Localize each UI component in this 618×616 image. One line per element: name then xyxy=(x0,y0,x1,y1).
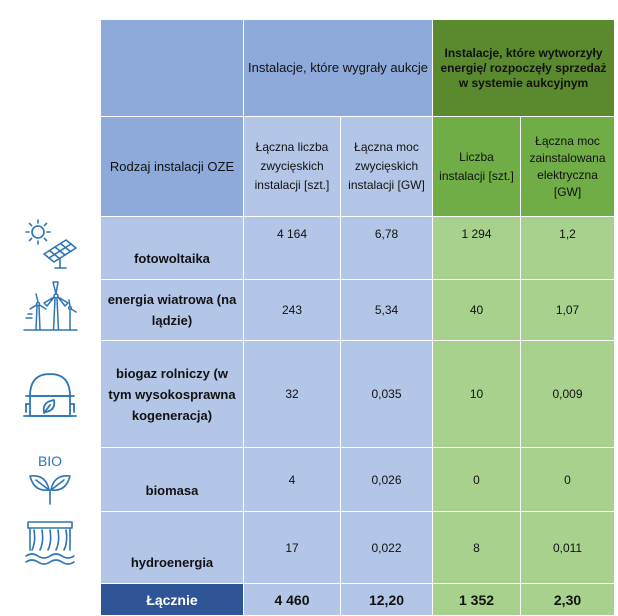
row-type-name: fotowoltaika xyxy=(101,217,244,280)
header-row-columns xyxy=(101,117,615,217)
header-type-column: Rodzaj instalacji OZE xyxy=(101,117,244,217)
header-producing-power: Łączna moc zainstalowana elektryczna [GW] xyxy=(521,117,615,217)
header-winners-power: Łączna moc zwycięskich instalacji [GW] xyxy=(341,117,433,217)
row-producing-count: 8 xyxy=(433,512,521,584)
row-winners-power: 5,34 xyxy=(341,280,433,341)
table-row xyxy=(101,448,615,512)
total-row xyxy=(101,584,615,616)
row-winners-count: 17 xyxy=(244,512,341,584)
row-winners-power: 0,035 xyxy=(341,341,433,448)
row-producing-power: 0 xyxy=(521,448,615,512)
row-type-name: hydroenergia xyxy=(101,512,244,584)
header-producing: Instalacje, które wytworzyły energię/ rozpoczęły sprzedaż w systemie aukcyjnym xyxy=(433,20,615,117)
row-producing-count: 10 xyxy=(433,341,521,448)
table-row xyxy=(101,280,615,341)
header-auction-winners: Instalacje, które wygrały aukcje xyxy=(244,20,433,117)
row-winners-power: 6,78 xyxy=(341,217,433,280)
biogas-plant-icon xyxy=(22,366,78,422)
row-winners-count: 4 xyxy=(244,448,341,512)
row-winners-power: 0,026 xyxy=(341,448,433,512)
total-producing-power: 2,30 xyxy=(521,584,615,616)
svg-text:BIO: BIO xyxy=(37,453,63,469)
row-producing-power: 1,07 xyxy=(521,280,615,341)
oze-table xyxy=(100,19,615,616)
row-producing-power: 0,011 xyxy=(521,512,615,584)
row-producing-power: 1,2 xyxy=(521,217,615,280)
row-producing-count: 0 xyxy=(433,448,521,512)
wind-turbine-icon xyxy=(22,278,78,334)
row-type-name: energia wiatrowa (na lądzie) xyxy=(101,280,244,341)
total-label: Łącznie xyxy=(101,584,244,616)
bio-leaves-icon xyxy=(22,450,78,506)
row-winners-power: 0,022 xyxy=(341,512,433,584)
header-row-groups xyxy=(101,20,615,117)
table-row xyxy=(101,341,615,448)
row-winners-count: 4 164 xyxy=(244,217,341,280)
hydro-dam-icon xyxy=(22,516,78,572)
row-type-name: biomasa xyxy=(101,448,244,512)
icon-column xyxy=(0,0,100,615)
solar-panel-icon xyxy=(22,214,78,270)
row-type-name: biogaz rolniczy (w tym wysokosprawna kogeneracja) xyxy=(101,341,244,448)
total-winners-power: 12,20 xyxy=(341,584,433,616)
row-producing-count: 40 xyxy=(433,280,521,341)
header-winners-count: Łączna liczba zwycięskich instalacji [szt.] xyxy=(244,117,341,217)
total-producing-count: 1 352 xyxy=(433,584,521,616)
header-producing-count: Liczba instalacji [szt.] xyxy=(433,117,521,217)
row-winners-count: 243 xyxy=(244,280,341,341)
row-producing-count: 1 294 xyxy=(433,217,521,280)
total-winners-count: 4 460 xyxy=(244,584,341,616)
row-producing-power: 0,009 xyxy=(521,341,615,448)
table-row xyxy=(101,217,615,280)
table-row xyxy=(101,512,615,584)
row-winners-count: 32 xyxy=(244,341,341,448)
header-empty-cell xyxy=(101,20,244,117)
